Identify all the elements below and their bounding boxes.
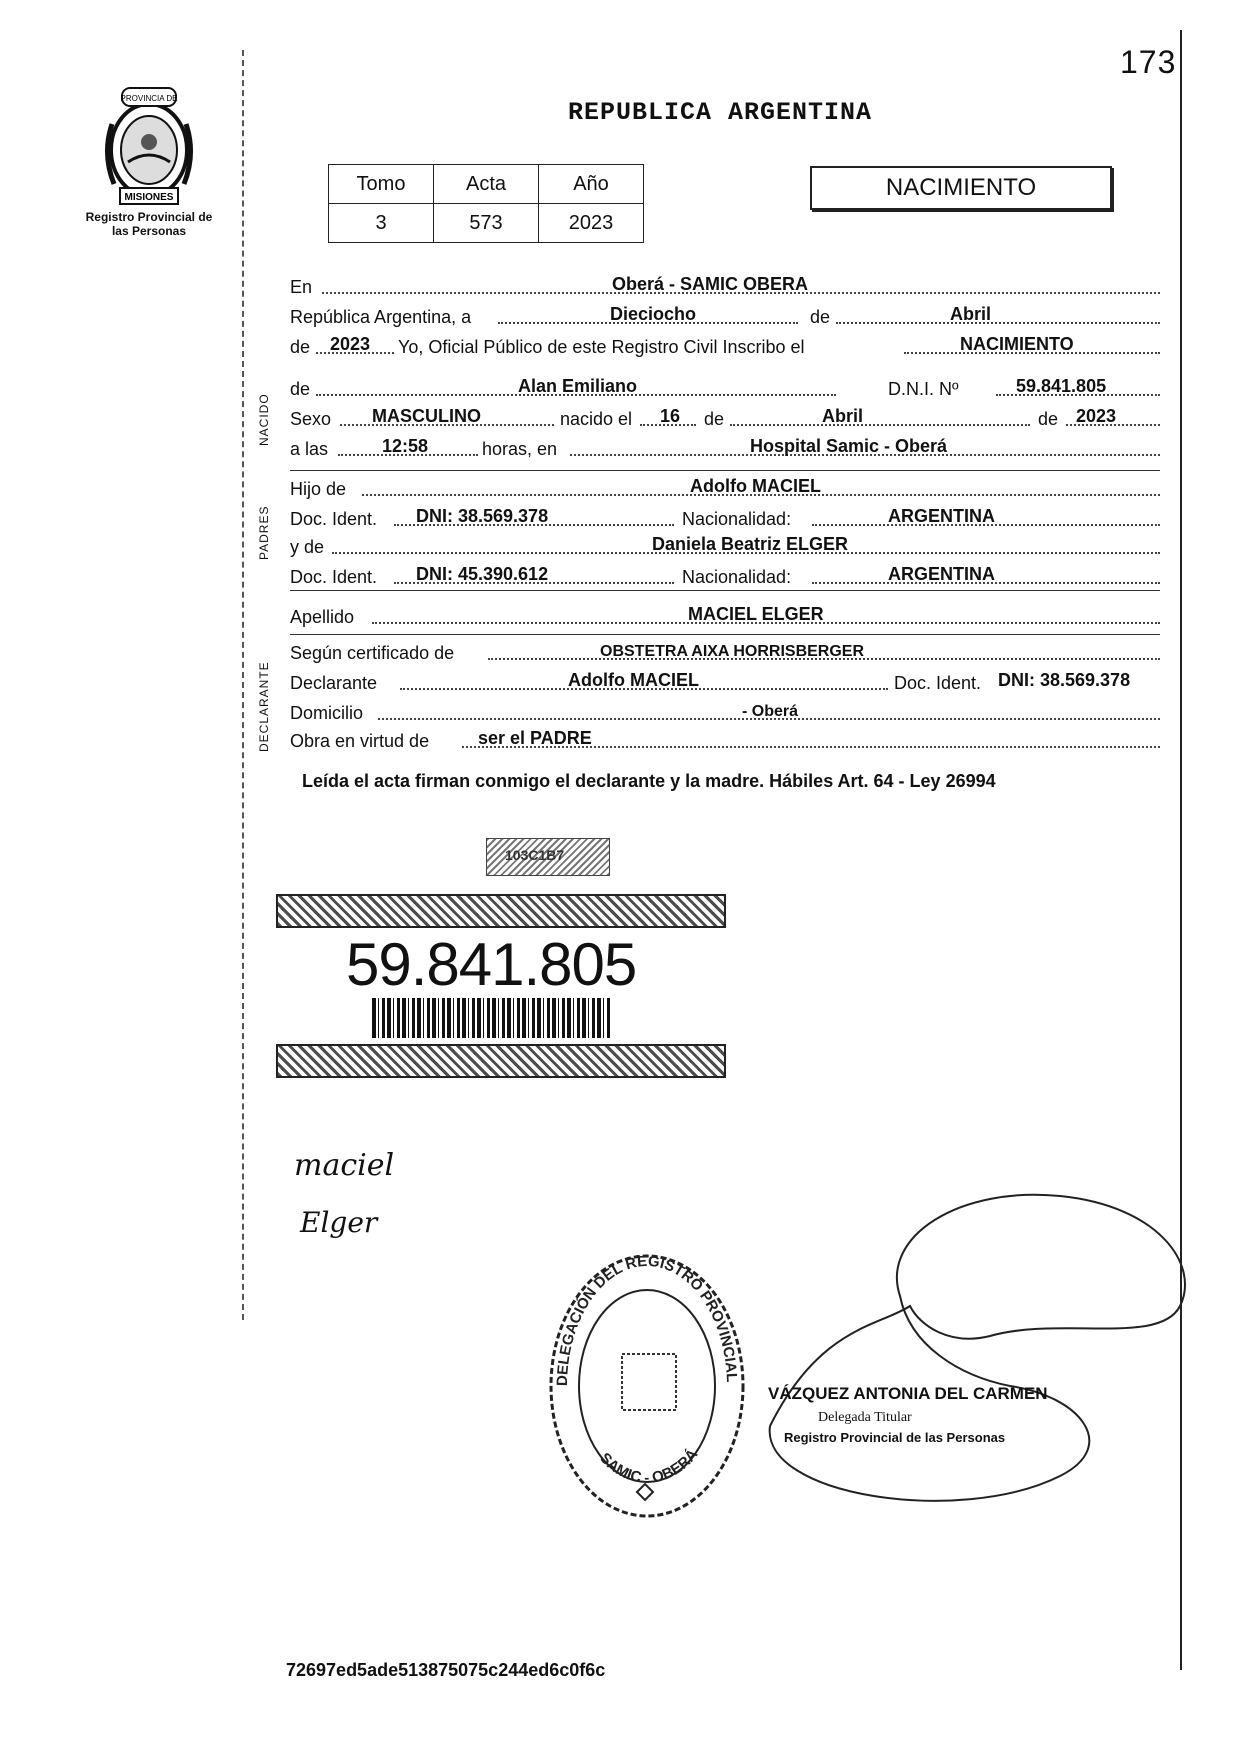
- page-number: 173: [1120, 44, 1177, 80]
- label-republica: República Argentina, a: [290, 307, 472, 327]
- father-nationality-value: ARGENTINA: [888, 506, 995, 526]
- record-table-value-row: [329, 204, 644, 243]
- barcode-dni-number: 59.841.805: [346, 931, 637, 998]
- official-name: VÁZQUEZ ANTONIA DEL CARMEN: [768, 1384, 1048, 1403]
- domicile-value: - Oberá: [742, 703, 799, 720]
- row-time-place: [290, 434, 1160, 462]
- mother-doc-value: DNI: 45.390.612: [416, 564, 549, 584]
- label-doc-ident: Doc. Ident.: [290, 509, 378, 529]
- label-segun-certificado: Según certificado de: [290, 643, 455, 663]
- label-doc-ident: Doc. Ident.: [894, 673, 982, 693]
- child-name-value: Alan Emiliano: [518, 376, 638, 396]
- barcode-bars: [372, 998, 612, 1038]
- label-nacionalidad: Nacionalidad:: [682, 567, 792, 587]
- section-divider: [290, 634, 1160, 635]
- label-de: de: [1038, 409, 1059, 429]
- security-band-top: [276, 894, 726, 928]
- seal-top-text: PROVINCIA DE: [120, 94, 178, 103]
- declarant-value: Adolfo MACIEL: [568, 670, 699, 690]
- label-domicilio: Domicilio: [290, 703, 364, 723]
- row-declarant: [290, 668, 1160, 696]
- official-role: Delegada Titular: [818, 1410, 912, 1425]
- month-text-value: Abril: [950, 304, 992, 324]
- seal-bottom-text: MISIONES: [124, 192, 174, 203]
- year-value: 2023: [330, 334, 371, 354]
- declarant-signature: maciel: [294, 1148, 395, 1183]
- provincial-seal-icon: [92, 84, 206, 210]
- day-text-value: Dieciocho: [610, 304, 697, 324]
- left-margin-dashed-rule: [242, 50, 244, 1320]
- label-de: de: [810, 307, 831, 327]
- label-obra-en-virtud: Obra en virtud de: [290, 731, 430, 751]
- row-domicile: [290, 698, 1160, 726]
- label-yo-oficial: Yo, Oficial Público de este Registro Civil Inscribo el: [398, 337, 805, 357]
- label-hijo-de: Hijo de: [290, 479, 347, 499]
- row-acts-by-virtue: [290, 726, 1160, 754]
- section-divider: [290, 590, 1160, 591]
- row-certificate: [290, 638, 1160, 666]
- row-mother: [290, 532, 1160, 560]
- certificate-by-value: OBSTETRA AIXA HORRISBERGER: [600, 643, 865, 660]
- label-nacionalidad: Nacionalidad:: [682, 509, 792, 529]
- act-type-value: NACIMIENTO: [960, 334, 1074, 354]
- hologram-seal: [486, 838, 610, 876]
- label-sexo: Sexo: [290, 409, 332, 429]
- security-label: [276, 838, 722, 1078]
- label-nacido-el: nacido el: [560, 409, 633, 429]
- label-horas-en: horas, en: [482, 439, 558, 459]
- security-band-bottom: [276, 1044, 726, 1078]
- label-dni: D.N.I. Nº: [888, 379, 959, 399]
- record-table-header-row: [329, 165, 644, 204]
- official-organization: Registro Provincial de las Personas: [784, 1430, 1006, 1445]
- svg-text:DELEGACIÓN DEL REGISTRO PROVIN: [554, 1253, 740, 1386]
- row-sex-birthdate: [290, 404, 1160, 432]
- official-signature-scribble: [760, 1176, 1200, 1516]
- tomo-header: Tomo: [329, 165, 434, 204]
- section-divider: [290, 470, 1160, 471]
- birth-place-value: Hospital Samic - Oberá: [750, 436, 948, 456]
- birth-day-value: 16: [660, 406, 681, 426]
- tomo-value: 3: [329, 204, 434, 243]
- closing-note: Leída el acta firman conmigo el declarante y la madre. Hábiles Art. 64 - Ley 26994: [302, 771, 996, 791]
- svg-text:SAMIC - OBERÁ: [596, 1446, 701, 1487]
- mother-signature: Elger: [300, 1206, 378, 1239]
- row-father: [290, 474, 1160, 502]
- row-surname: [290, 602, 1160, 630]
- mother-nationality-value: ARGENTINA: [888, 564, 995, 584]
- place-value: Oberá - SAMIC OBERA: [612, 274, 809, 294]
- side-label-declarante: DECLARANTE: [257, 661, 271, 752]
- birth-month-value: Abril: [822, 406, 864, 426]
- label-a-las: a las: [290, 439, 329, 459]
- label-apellido: Apellido: [290, 607, 355, 627]
- row-act-type: [290, 332, 1160, 360]
- acta-value: 573: [434, 204, 539, 243]
- row-place: [290, 272, 1160, 300]
- record-table: [328, 164, 644, 243]
- stamp-bottom-text: SAMIC - OBERÁ: [596, 1445, 702, 1487]
- acts-by-virtue-value: ser el PADRE: [478, 728, 592, 748]
- row-child-name: [290, 374, 1160, 402]
- father-doc-value: DNI: 38.569.378: [416, 506, 549, 526]
- birth-time-value: 12:58: [382, 436, 429, 456]
- side-label-padres: PADRES: [257, 505, 271, 560]
- declarant-doc-value: DNI: 38.569.378: [998, 670, 1131, 690]
- stamp-top-text: DELEGACIÓN DEL REGISTRO PROVINCIAL: [553, 1252, 741, 1387]
- registry-name: Registro Provincial de las Personas: [85, 210, 213, 238]
- label-doc-ident: Doc. Ident.: [290, 567, 378, 587]
- row-date: [290, 302, 1160, 330]
- label-en: En: [290, 277, 313, 297]
- label-de: de: [704, 409, 725, 429]
- label-de: de: [290, 379, 311, 399]
- row-father-doc: [290, 504, 1160, 532]
- father-name-value: Adolfo MACIEL: [690, 476, 821, 496]
- row-mother-doc: [290, 562, 1160, 590]
- anio-header: Año: [539, 165, 644, 204]
- sex-value: MASCULINO: [372, 406, 481, 426]
- label-declarante: Declarante: [290, 673, 378, 693]
- country-title: REPUBLICA ARGENTINA: [567, 98, 873, 127]
- anio-value: 2023: [539, 204, 644, 243]
- document-hash: 72697ed5ade513875075c244ed6c0f6c: [286, 1660, 606, 1680]
- record-type-box: NACIMIENTO: [810, 166, 1112, 210]
- hologram-text: 103C1B7: [505, 847, 565, 863]
- birth-year-value: 2023: [1076, 406, 1117, 426]
- official-round-stamp: [542, 1236, 752, 1522]
- dotted-leader: [730, 424, 1030, 426]
- label-de: de: [290, 337, 311, 357]
- label-y-de: y de: [290, 537, 325, 557]
- dotted-leader: [836, 322, 1160, 324]
- side-label-nacido: NACIDO: [257, 393, 271, 446]
- mother-name-value: Daniela Beatriz ELGER: [652, 534, 849, 554]
- child-dni-value: 59.841.805: [1016, 376, 1107, 396]
- surname-value: MACIEL ELGER: [688, 604, 824, 624]
- acta-header: Acta: [434, 165, 539, 204]
